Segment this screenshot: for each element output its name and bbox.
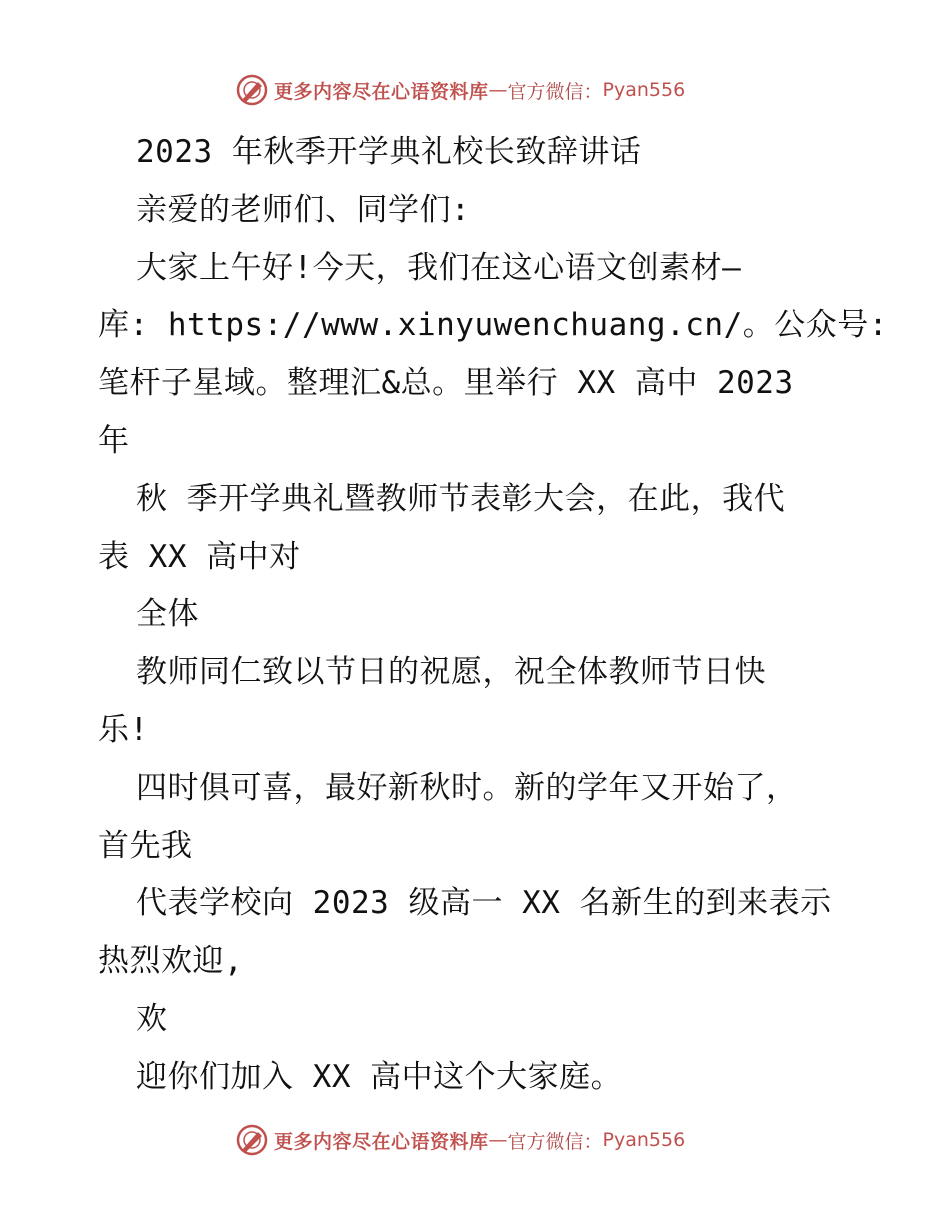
- footer-watermark: [236, 1122, 685, 1158]
- watermark-sub-text: 官方微信：: [507, 80, 603, 103]
- watermark-separator: —: [488, 79, 508, 101]
- paragraph-line: 乐!: [98, 711, 149, 748]
- watermark-wechat-id: Pyan556: [602, 1129, 686, 1151]
- paragraph-line: 教师同仁致以节日的祝愿，祝全体教师节日快: [136, 654, 766, 691]
- watermark-wechat-id: Pyan556: [602, 79, 686, 101]
- paragraph-line: 表 XX 高中对: [98, 538, 301, 575]
- paragraph-line: 全体: [136, 596, 199, 633]
- paragraph-line: 首先我: [98, 827, 193, 864]
- document-title: 2023 年秋季开学典礼校长致辞讲话: [136, 134, 642, 170]
- paragraph-line: 库: https://www.xinyuwenchuang.cn/。公众号:: [98, 307, 888, 344]
- paragraph-line: 四时俱可喜，最好新秋时。新的学年又开始了，: [136, 769, 798, 806]
- pen-logo-icon: [236, 74, 268, 106]
- paragraph-line: 大家上午好!今天，我们在这心语文创素材—: [136, 249, 742, 286]
- document-body: [98, 124, 888, 1107]
- salutation: 亲爱的老师们、同学们:: [136, 191, 471, 228]
- paragraph-line: 迎你们加入 XX 高中这个大家庭。: [136, 1058, 623, 1095]
- watermark-sub-text: 官方微信：: [507, 1130, 603, 1153]
- paragraph-line: 代表学校向 2023 级高一 XX 名新生的到来表示: [136, 885, 832, 922]
- paragraph-line: 年: [98, 422, 130, 459]
- paragraph-line: 笔杆子星域。整理汇&总。里举行 XX 高中 2023: [98, 365, 794, 402]
- paragraph-line: 欢: [136, 1000, 168, 1037]
- watermark-main-text: 更多内容尽在心语资料库: [274, 80, 489, 103]
- header-watermark: [236, 72, 685, 108]
- pen-logo-icon: [236, 1124, 268, 1156]
- paragraph-line: 热烈欢迎,: [98, 943, 244, 980]
- watermark-main-text: 更多内容尽在心语资料库: [274, 1130, 489, 1153]
- watermark-separator: —: [488, 1129, 508, 1151]
- paragraph-line: 秋 季开学典礼暨教师节表彰大会，在此，我代: [136, 480, 786, 517]
